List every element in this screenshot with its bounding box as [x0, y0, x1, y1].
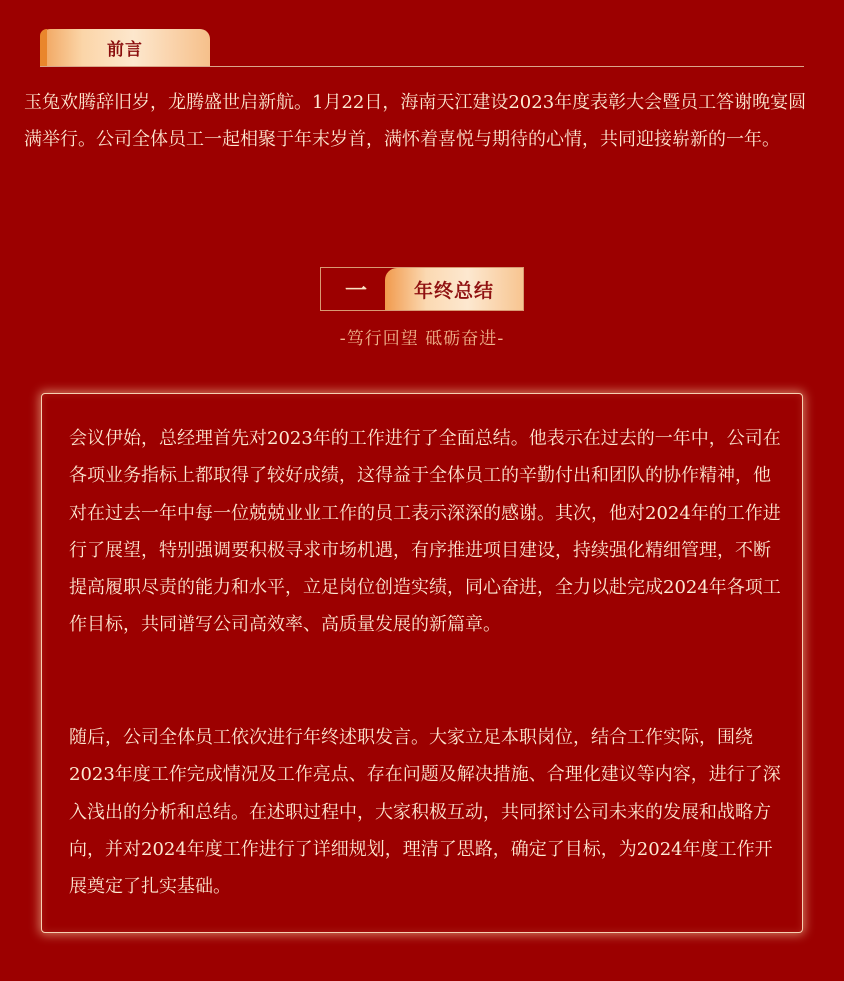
intro-paragraph: 玉兔欢腾辞旧岁，龙腾盛世启新航。1月22日，海南天江建设2023年度表彰大会暨员工答谢晚宴圆满举行。公司全体员工一起相聚于年末岁首，满怀着喜悦与期待的心情，共同迎接崭新的一年。	[24, 92, 807, 150]
preface-tab	[40, 29, 210, 66]
preface-title: 前言	[107, 40, 143, 60]
preface-divider	[40, 66, 804, 67]
section-number: 一	[344, 278, 367, 304]
section-subtitle: -笃行回望 砥砺奋进-	[339, 329, 505, 349]
section-title-badge	[320, 267, 524, 311]
section-label-box	[385, 268, 523, 310]
preface-header	[40, 29, 804, 67]
content-card	[41, 393, 803, 933]
section-title: 年终总结	[413, 279, 494, 302]
card-paragraph-1: 会议伊始，总经理首先对2023年的工作进行了全面总结。他表示在过去的一年中，公司在各项业务指标上都取得了较好成绩，这得益于全体员工的辛勤付出和团队的协作精神，他对在过去一年中每一位兢兢业业工作的员工表示深深的感谢。其次，他对2024年的工作进行了展望，特别强调要积极寻求市场机遇，有序推进项目建设，持续强化精细管理，不断提高履职尽责的能力和水平，立足岗位创造实绩，同心奋进，全力以赴完成2024年各项工作目标，共同谱写公司高效率、高质量发展的新篇章。	[69, 428, 781, 636]
card-paragraph-2: 随后，公司全体员工依次进行年终述职发言。大家立足本职岗位，结合工作实际，围绕2023年度工作完成情况及工作亮点、存在问题及解决措施、合理化建议等内容，进行了深入浅出的分析和总结。在述职过程中，大家积极互动，共同探讨公司未来的发展和战略方向，并对2024年度工作进行了详细规划，理清了思路，确定了目标，为2024年度工作开展奠定了扎实基础。	[69, 727, 781, 898]
